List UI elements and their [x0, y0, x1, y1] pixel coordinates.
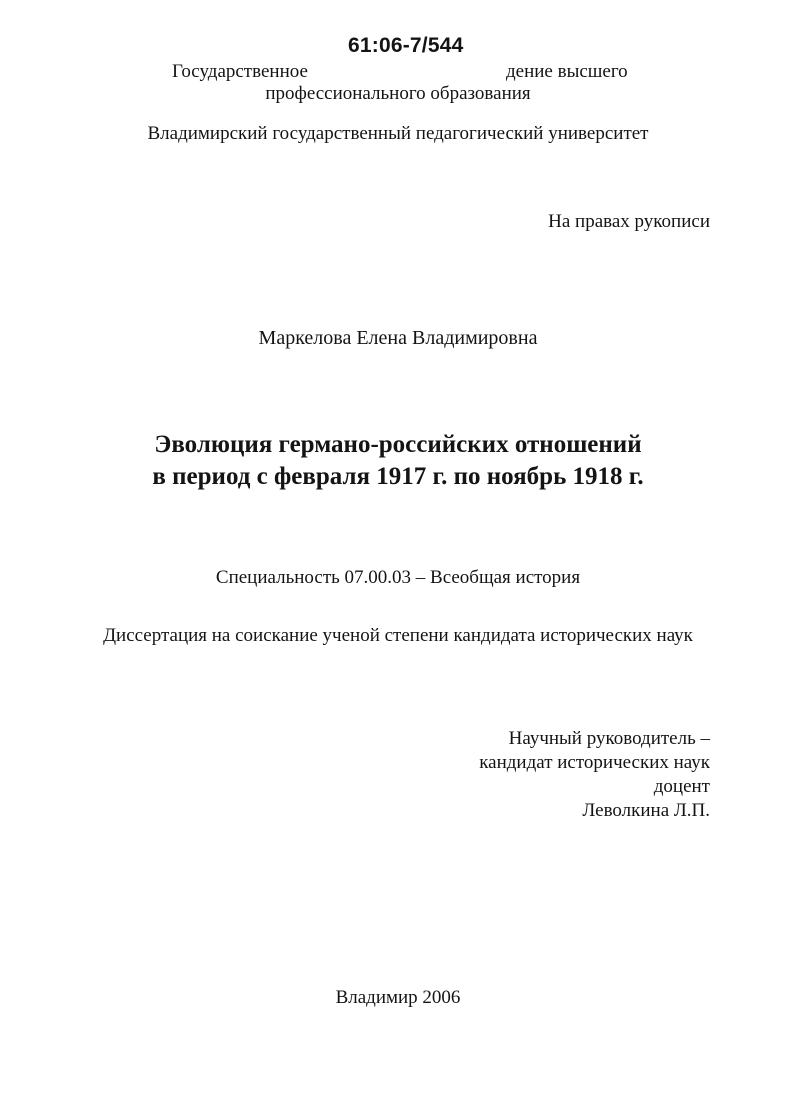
supervisor-name: Леволкина Л.П. — [582, 800, 710, 821]
university-name: Владимирский государственный педагогический университет — [147, 123, 649, 144]
city-year: Владимир 2006 — [335, 987, 461, 1008]
header-line2: профессионального образования — [265, 83, 531, 104]
supervisor-title: доцент — [653, 776, 710, 797]
degree-line: Диссертация на соискание ученой степени кандидата исторических наук — [103, 625, 693, 646]
specialty-line: Специальность 07.00.03 – Всеобщая история — [215, 567, 581, 588]
supervisor-degree: кандидат исторических наук — [479, 752, 710, 773]
dissertation-title-line2: в период с февраля 1917 г. по ноябрь 1918 г. — [152, 463, 644, 490]
supervisor-role: Научный руководитель – — [508, 728, 710, 749]
supervisor-block — [479, 727, 710, 823]
archive-stamp-code: 61:06-7/544 — [348, 34, 464, 57]
header-line1-left: Государственное — [172, 61, 308, 82]
header-line1-right: дение высшего — [506, 61, 628, 82]
dissertation-title-line1: Эволюция германо-российских отношений — [154, 431, 642, 458]
author-name: Маркелова Елена Владимировна — [258, 327, 538, 349]
manuscript-note: На правах рукописи — [548, 211, 710, 232]
